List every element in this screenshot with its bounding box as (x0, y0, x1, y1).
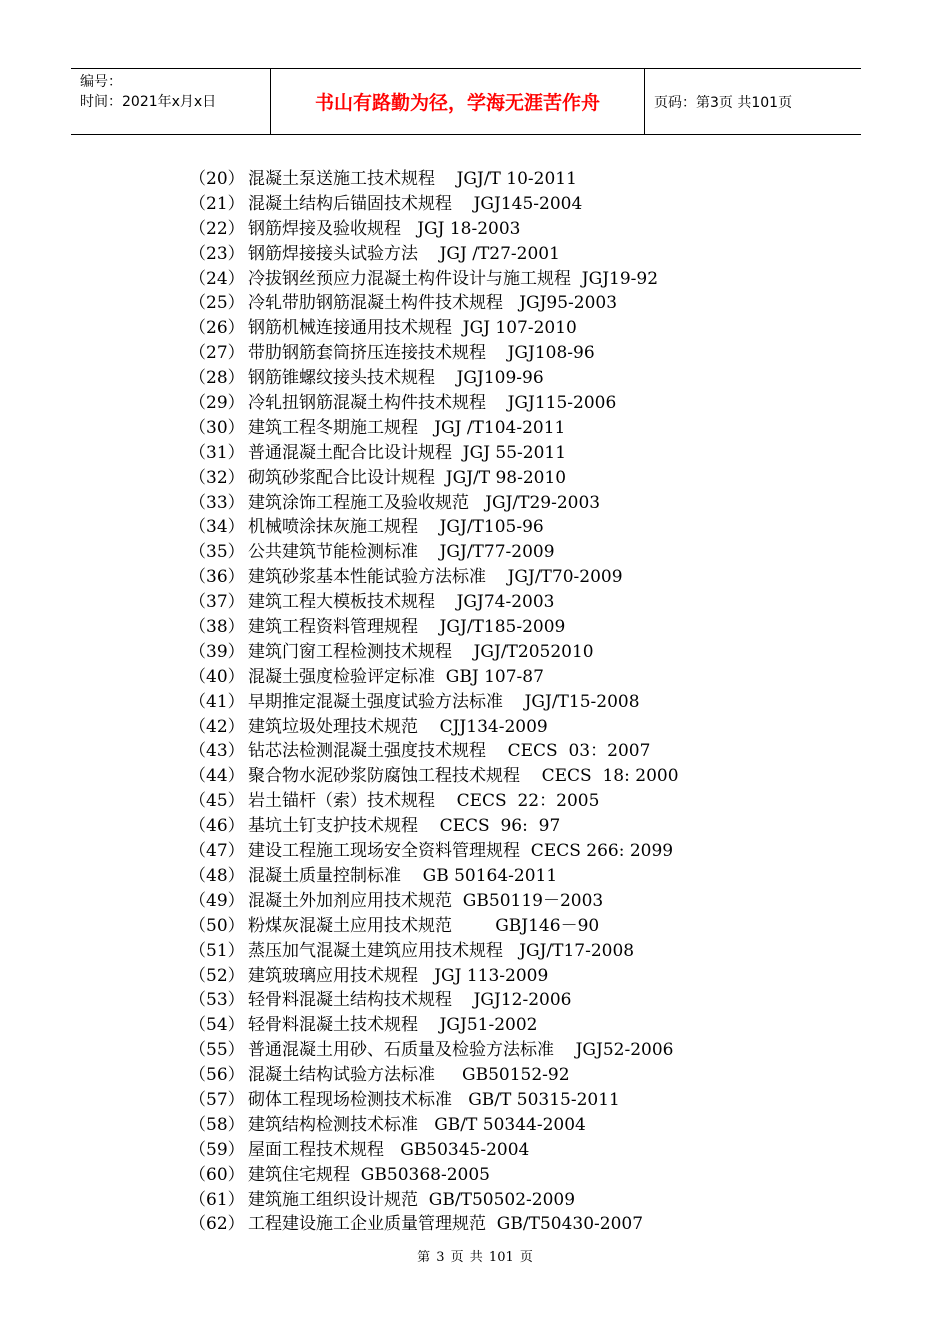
page-footer: 第 3 页 共 101 页 (417, 1250, 533, 1265)
item-text: 工程建设施工企业质量管理规范 GB/T50430-2007 (248, 1214, 644, 1235)
item-number: （56） (189, 1065, 245, 1086)
item-number: （21） (189, 193, 245, 214)
item-text: 混凝土结构后锚固技术规程 JGJ145-2004 (248, 193, 583, 214)
item-text: 早期推定混凝土强度试验方法标准 JGJ/T15-2008 (248, 691, 640, 712)
item-text: 建筑施工组织设计规范 GB/T50502-2009 (248, 1189, 576, 1210)
list-item (189, 167, 679, 192)
item-number: （22） (189, 218, 245, 239)
item-number: （40） (189, 666, 245, 687)
item-text: 砌筑砂浆配合比设计规程 JGJ/T 98-2010 (248, 467, 567, 488)
list-item (189, 565, 679, 590)
item-text: 建设工程施工现场安全资料管理规程 CECS 266: 2099 (248, 841, 674, 862)
item-text: 混凝土泵送施工技术规程 JGJ/T 10-2011 (248, 169, 577, 189)
item-number: （24） (189, 268, 245, 289)
item-text: 钢筋焊接及验收规程 JGJ 18-2003 (248, 218, 521, 239)
list-item (189, 814, 679, 839)
item-text: 钻芯法检测混凝土强度技术规程 CECS 03：2007 (248, 741, 651, 762)
item-number: （42） (189, 716, 245, 737)
list-item (189, 515, 679, 540)
item-number: （54） (189, 1015, 245, 1036)
list-item (189, 690, 679, 715)
number-label: 编号： (80, 74, 122, 90)
list-item (189, 914, 679, 939)
item-number: （38） (189, 617, 245, 638)
item-number: （20） (189, 169, 245, 189)
item-text: 冷轧扭钢筋混凝土构件技术规程 JGJ115-2006 (248, 393, 617, 414)
item-text: 混凝土外加剂应用技术规范 GB50119－2003 (248, 890, 604, 911)
list-item (189, 665, 679, 690)
item-number: （35） (189, 542, 245, 563)
time-label: 时间：2021年x月x日 (80, 94, 217, 110)
list-item (189, 540, 679, 565)
item-text: 普通混凝土用砂、石质量及检验方法标准 JGJ52-2006 (248, 1040, 674, 1061)
list-item (189, 715, 679, 740)
item-number: （32） (189, 467, 245, 488)
list-item (189, 1063, 679, 1088)
item-text: 钢筋焊接接头试验方法 JGJ /T27-2001 (248, 243, 560, 264)
item-number: （44） (189, 766, 245, 787)
list-item (189, 291, 679, 316)
list-item (189, 988, 679, 1013)
list-item (189, 416, 679, 441)
item-number: （29） (189, 393, 245, 414)
list-item (189, 964, 679, 989)
list-item (189, 1163, 679, 1188)
item-text: 轻骨料混凝土技术规程 JGJ51-2002 (248, 1015, 538, 1036)
item-number: （58） (189, 1114, 245, 1135)
standards-list (189, 167, 679, 1237)
list-item (189, 366, 679, 391)
item-number: （46） (189, 816, 245, 837)
item-number: （50） (189, 915, 245, 936)
list-item (189, 1038, 679, 1063)
list-item (189, 491, 679, 516)
list-item (189, 739, 679, 764)
item-text: 粉煤灰混凝土应用技术规范 GBJ146－90 (248, 915, 600, 936)
item-number: （28） (189, 368, 245, 389)
item-text: 混凝土强度检验评定标准 GBJ 107-87 (248, 666, 544, 687)
page-header (71, 68, 861, 135)
list-item (189, 1013, 679, 1038)
item-text: 建筑玻璃应用技术规程 JGJ 113-2009 (248, 965, 549, 986)
item-text: 蒸压加气混凝土建筑应用技术规程 JGJ/T17-2008 (248, 940, 635, 961)
item-text: 钢筋机械连接通用技术规程 JGJ 107-2010 (248, 318, 577, 339)
item-number: （37） (189, 592, 245, 613)
item-number: （62） (189, 1214, 245, 1235)
list-item (189, 267, 679, 292)
item-number: （47） (189, 841, 245, 862)
item-text: 建筑工程资料管理规程 JGJ/T185-2009 (248, 617, 566, 638)
item-number: （34） (189, 517, 245, 538)
item-number: （30） (189, 417, 245, 438)
list-item (189, 590, 679, 615)
item-number: （57） (189, 1089, 245, 1110)
item-text: 带肋钢筋套筒挤压连接技术规程 JGJ108-96 (248, 343, 595, 364)
list-item (189, 615, 679, 640)
item-number: （51） (189, 940, 245, 961)
list-item (189, 839, 679, 864)
list-item (189, 466, 679, 491)
item-text: 聚合物水泥砂浆防腐蚀工程技术规程 CECS 18: 2000 (248, 766, 679, 787)
item-number: （31） (189, 442, 245, 463)
list-item (189, 789, 679, 814)
list-item (189, 341, 679, 366)
item-number: （43） (189, 741, 245, 762)
item-text: 建筑结构检测技术标准 GB/T 50344-2004 (248, 1114, 586, 1135)
item-number: （27） (189, 343, 245, 364)
item-number: （52） (189, 965, 245, 986)
list-item (189, 939, 679, 964)
item-number: （49） (189, 890, 245, 911)
list-item (189, 316, 679, 341)
item-number: （25） (189, 293, 245, 314)
list-item (189, 1138, 679, 1163)
item-text: 基坑土钉支护技术规程 CECS 96: 97 (248, 816, 561, 837)
item-number: （48） (189, 865, 245, 886)
list-item (189, 391, 679, 416)
item-number: （55） (189, 1040, 245, 1061)
list-item (189, 764, 679, 789)
item-number: （61） (189, 1189, 245, 1210)
list-item (189, 1188, 679, 1213)
list-item (189, 441, 679, 466)
item-text: 岩土锚杆（索）技术规程 CECS 22：2005 (248, 791, 600, 812)
item-number: （53） (189, 990, 245, 1011)
item-number: （41） (189, 691, 245, 712)
item-text: 混凝土质量控制标准 GB 50164-2011 (248, 865, 558, 886)
item-text: 砌体工程现场检测技术标准 GB/T 50315-2011 (248, 1089, 620, 1110)
item-number: （36） (189, 567, 245, 588)
list-item (189, 192, 679, 217)
list-item (189, 640, 679, 665)
item-number: （45） (189, 791, 245, 812)
header-info (71, 69, 271, 134)
list-item (189, 217, 679, 242)
item-text: 屋面工程技术规程 GB50345-2004 (248, 1139, 530, 1160)
item-text: 建筑住宅规程 GB50368-2005 (248, 1164, 490, 1185)
item-number: （23） (189, 243, 245, 264)
item-text: 冷拔钢丝预应力混凝土构件设计与施工规程 JGJ19-92 (248, 268, 659, 289)
item-text: 混凝土结构试验方法标准 GB50152-92 (248, 1065, 570, 1086)
header-motto: 书山有路勤为径，学海无涯苦作舟 (271, 69, 645, 134)
item-text: 机械喷涂抹灰施工规程 JGJ/T105-96 (248, 517, 544, 538)
list-item (189, 1113, 679, 1138)
item-number: （33） (189, 492, 245, 513)
item-number: （60） (189, 1164, 245, 1185)
item-number: （26） (189, 318, 245, 339)
list-item (189, 889, 679, 914)
item-text: 建筑涂饰工程施工及验收规范 JGJ/T29-2003 (248, 492, 601, 513)
item-text: 普通混凝土配合比设计规程 JGJ 55-2011 (248, 442, 567, 463)
list-item (189, 1212, 679, 1237)
list-item (189, 864, 679, 889)
list-item (189, 1088, 679, 1113)
item-text: 建筑工程冬期施工规程 JGJ /T104-2011 (248, 417, 566, 438)
item-number: （59） (189, 1139, 245, 1160)
item-text: 建筑垃圾处理技术规范 CJJ134-2009 (248, 716, 548, 737)
item-text: 建筑门窗工程检测技术规程 JGJ/T2052010 (248, 641, 594, 662)
item-number: （39） (189, 641, 245, 662)
item-text: 建筑工程大模板技术规程 JGJ74-2003 (248, 592, 555, 613)
item-text: 轻骨料混凝土结构技术规程 JGJ12-2006 (248, 990, 572, 1011)
item-text: 建筑砂浆基本性能试验方法标准 JGJ/T70-2009 (248, 567, 623, 588)
list-item (189, 242, 679, 267)
item-text: 冷轧带肋钢筋混凝土构件技术规程 JGJ95-2003 (248, 293, 618, 314)
item-text: 钢筋锥螺纹接头技术规程 JGJ109-96 (248, 368, 544, 389)
item-text: 公共建筑节能检测标准 JGJ/T77-2009 (248, 542, 555, 563)
header-page-label: 页码：第3页 共101页 (654, 94, 793, 111)
